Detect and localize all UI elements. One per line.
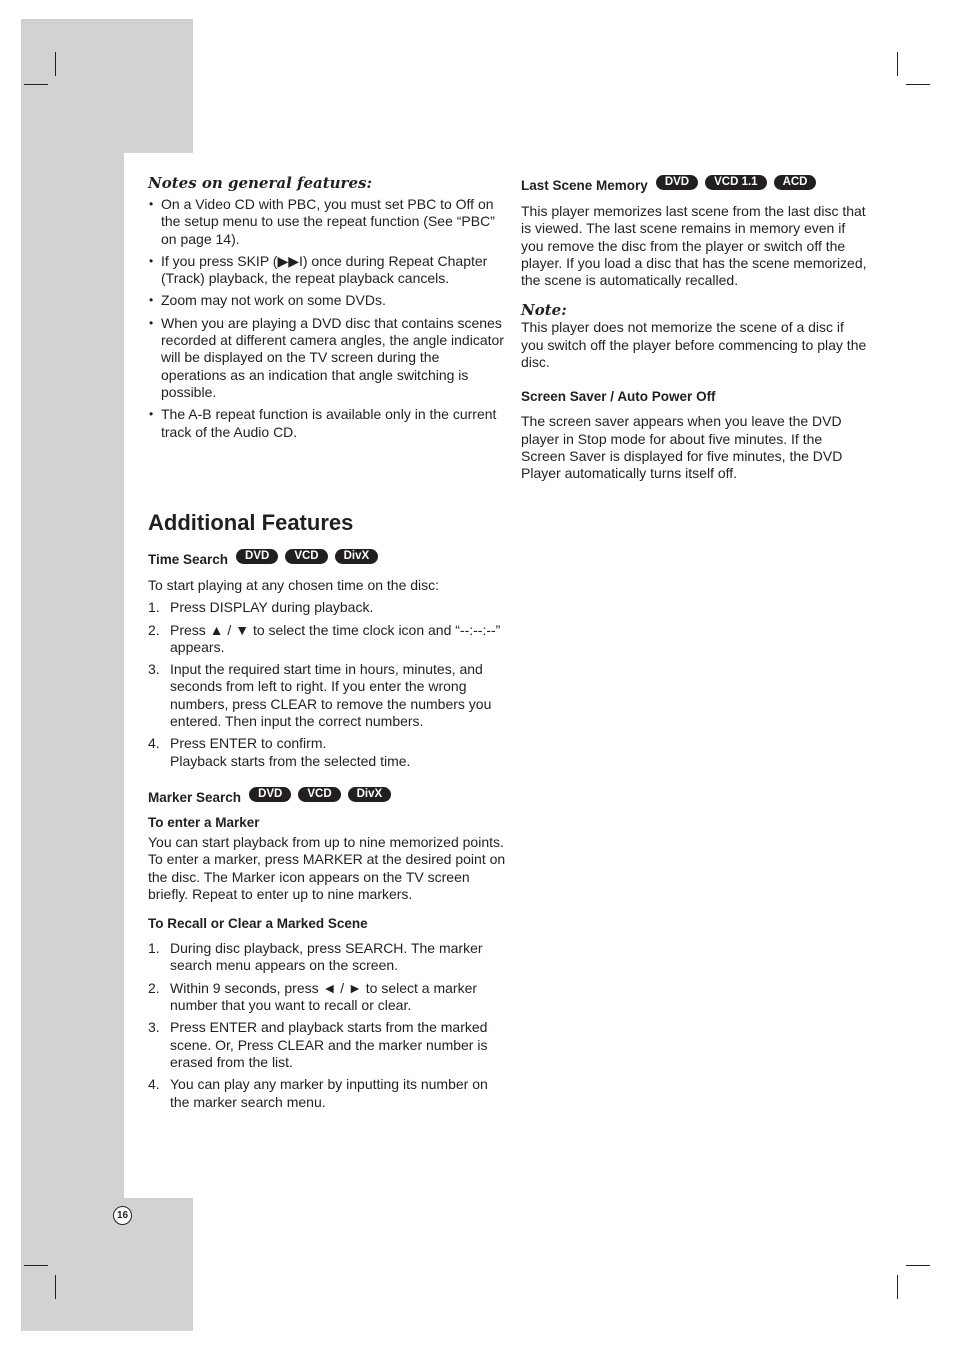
list-item: 4. You can play any marker by inputting its number on the marker search menu. <box>148 1076 488 1110</box>
crop-mark <box>906 1265 930 1266</box>
disc-badge: DivX <box>348 787 392 802</box>
list-item: • If you press SKIP (▶▶I) once during Repeat Chapter (Track) playback, the repeat playback cancels. <box>148 253 508 288</box>
enter-marker-text: You can start playback from up to nine memorized points. To enter a marker, press MARKER at the desired point on the disc. The Marker icon appears on the TV screen briefly. Repeat to enter up to nine markers. <box>148 834 506 902</box>
section-title: Additional Features <box>148 510 354 535</box>
screen-saver-title: Screen Saver / Auto Power Off <box>521 389 716 405</box>
crop-mark <box>24 84 48 85</box>
screen-saver-text: The screen saver appears when you leave the DVD player in Stop mode for about five minutes. If the Screen Saver is displayed for five minutes, the DVD Player automatically turns itself off. <box>521 413 843 482</box>
crop-mark <box>24 1265 48 1266</box>
disc-badge: VCD 1.1 <box>705 175 766 190</box>
crop-mark <box>897 1275 898 1299</box>
last-scene-heading <box>521 178 867 193</box>
margin-band-top <box>21 19 193 153</box>
disc-badge: ACD <box>774 175 817 190</box>
notes-general-section <box>148 174 508 446</box>
recall-marker-title: To Recall or Clear a Marked Scene <box>148 916 368 932</box>
time-search-heading <box>148 552 508 567</box>
list-item: • On a Video CD with PBC, you must set PBC to Off on the setup menu to use the repeat function (See “PBC” on page 14). <box>148 196 508 248</box>
page-number: 16 <box>113 1206 132 1225</box>
crop-mark <box>897 52 898 76</box>
disc-badge: DVD <box>236 549 278 564</box>
disc-badge: DVD <box>656 175 698 190</box>
time-search-intro: To start playing at any chosen time on the disc: <box>148 577 440 593</box>
list-item: 2. Within 9 seconds, press ◄ / ► to select a marker number that you want to recall or clear. <box>148 979 478 1014</box>
notes-general-title: Notes on general features: <box>148 174 372 192</box>
disc-badges <box>236 552 378 567</box>
disc-badges <box>656 178 817 193</box>
marker-search-title: Marker Search <box>148 790 242 805</box>
list-item: 2. Press ▲ / ▼ to select the time clock icon and “--:--:--” appears. <box>148 621 501 655</box>
recall-marker-steps <box>148 940 508 1111</box>
disc-badge: DVD <box>249 787 291 802</box>
marker-search-heading <box>148 790 508 805</box>
disc-badge: VCD <box>298 787 340 802</box>
crop-mark <box>55 52 56 76</box>
note-title: Note: <box>521 301 567 320</box>
notes-general-list <box>148 196 508 441</box>
margin-band-left <box>21 153 124 1198</box>
crop-mark <box>55 1275 56 1299</box>
marker-search-section <box>148 790 508 1116</box>
list-item: 3. Press ENTER and playback starts from the marked scene. Or, Press CLEAR and the marker number is erased from the list. <box>148 1019 488 1070</box>
note-text: This player does not memorize the scene of a disc if you switch off the player before commencing to play the disc. <box>521 319 867 371</box>
right-column <box>521 174 867 483</box>
list-item: 1. During disc playback, press SEARCH. The marker search menu appears on the screen. <box>148 940 483 974</box>
crop-mark <box>906 84 930 85</box>
last-scene-text: This player memorizes last scene from the last disc that is viewed. The last scene remains in memory even if you remove the disc from the player or switch off the player. If you load a disc that has the scene memorized, the scene is automatically recalled. <box>521 203 867 289</box>
disc-badge: VCD <box>285 549 327 564</box>
list-item: 1. Press DISPLAY during playback. <box>148 599 374 616</box>
disc-badge: DivX <box>335 549 379 564</box>
enter-marker-title: To enter a Marker <box>148 815 260 830</box>
list-item: • When you are playing a DVD disc that contains scenes recorded at different camera angles, the angle indicator will be displayed on the TV screen during the operations as an indication that angle switching is possible. <box>148 315 508 401</box>
list-item: 4. Press ENTER to confirm. Playback starts from the selected time. <box>148 735 411 769</box>
time-search-section <box>148 552 508 775</box>
time-search-title: Time Search <box>148 552 229 567</box>
time-search-steps <box>148 599 508 770</box>
list-item: • Zoom may not work on some DVDs. <box>148 292 508 309</box>
last-scene-title: Last Scene Memory <box>521 178 648 193</box>
list-item: 3. Input the required start time in hours, minutes, and seconds from left to right. If you enter the wrong numbers, press CLEAR to remove the numbers you entered. Then input the correct numbers. <box>148 661 492 730</box>
disc-badges <box>249 790 391 805</box>
list-item: • The A-B repeat function is available only in the current track of the Audio CD. <box>148 406 508 441</box>
